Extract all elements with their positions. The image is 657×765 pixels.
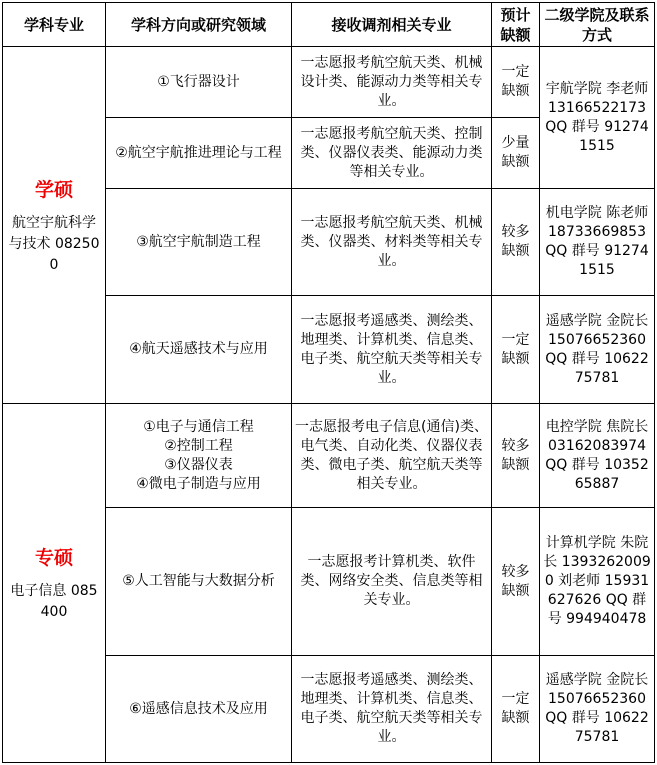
quota-cell: 一定缺额 bbox=[492, 47, 540, 118]
contact-cell: 遥感学院 金院长 15076652360 QQ 群号 1062275781 bbox=[540, 296, 655, 404]
contact-cell: 宇航学院 李老师 13166522173 QQ 群号 912741515 bbox=[540, 47, 655, 189]
contact-cell: 电控学院 焦院长 03162083974 QQ 群号 1035265887 bbox=[540, 404, 655, 508]
direction-cell bbox=[106, 508, 292, 656]
header-contact: 二级学院及联系方式 bbox=[540, 3, 655, 47]
direction-cell bbox=[106, 47, 292, 118]
related-cell: 一志愿报考计算机类、软件类、网络安全类、信息类等相关专业。 bbox=[292, 508, 492, 656]
quota-cell: 较多缺额 bbox=[492, 404, 540, 508]
direction-item: ⑤人工智能与大数据分析 bbox=[122, 573, 275, 589]
direction-item: ③航空宇航制造工程 bbox=[136, 233, 261, 250]
degree-label: 学硕 bbox=[34, 178, 73, 201]
direction-cell bbox=[106, 296, 292, 404]
direction-item: ②控制工程 bbox=[164, 437, 233, 454]
header-row bbox=[3, 3, 655, 47]
header-direction: 学科方向或研究领域 bbox=[106, 3, 292, 47]
major-cell bbox=[3, 47, 106, 404]
degree-label: 专硕 bbox=[34, 547, 73, 569]
quota-cell: 较多缺额 bbox=[492, 508, 540, 656]
direction-cell bbox=[106, 118, 292, 189]
major-name: 电子信息 085400 bbox=[10, 583, 98, 620]
related-cell: 一志愿报考遥感类、测绘类、地理类、计算机类、信息类、电子类、航空航天类等相关专业。 bbox=[292, 656, 492, 763]
related-cell: 一志愿报考航空航天类、机械设计类、能源动力类等相关专业。 bbox=[292, 47, 492, 118]
header-quota: 预计缺额 bbox=[492, 3, 540, 47]
direction-cell bbox=[106, 404, 292, 508]
contact-cell: 计算机学院 朱院长 13932620090 刘老师 15931627626 QQ 群号 994940478 bbox=[540, 508, 655, 656]
major-name: 航空宇航科学与技术 082500 bbox=[8, 214, 100, 273]
direction-item: ④微电子制造与应用 bbox=[136, 475, 261, 492]
table-row bbox=[3, 47, 655, 118]
related-cell: 一志愿报考航空航天类、控制类、仪器仪表类、能源动力类等相关专业。 bbox=[292, 118, 492, 189]
direction-item: ③仪器仪表 bbox=[164, 456, 233, 473]
direction-item: ⑥遥感信息技术及应用 bbox=[129, 700, 268, 717]
major-cell bbox=[3, 404, 106, 763]
related-cell: 一志愿报考航空航天类、机械类、仪器类、材料类等相关专业。 bbox=[292, 189, 492, 296]
direction-cell bbox=[106, 189, 292, 296]
adjustment-table bbox=[2, 2, 655, 763]
header-related: 接收调剂相关专业 bbox=[292, 3, 492, 47]
direction-item: ①飞行器设计 bbox=[157, 73, 240, 90]
quota-cell: 较多缺额 bbox=[492, 189, 540, 296]
direction-item: ④航天遥感技术与应用 bbox=[129, 341, 268, 357]
quota-cell: 一定缺额 bbox=[492, 296, 540, 404]
table-row bbox=[3, 404, 655, 508]
direction-cell bbox=[106, 656, 292, 763]
contact-cell: 遥感学院 金院长 15076652360 QQ 群号 1062275781 bbox=[540, 656, 655, 763]
related-cell: 一志愿报考电子信息(通信)类、电气类、自动化类、仪器仪表类、微电子类、航空航天类等相关专业。 bbox=[292, 404, 492, 508]
quota-cell: 一定缺额 bbox=[492, 656, 540, 763]
header-major: 学科专业 bbox=[3, 3, 106, 47]
direction-item: ①电子与通信工程 bbox=[143, 418, 254, 435]
related-cell: 一志愿报考遥感类、测绘类、地理类、计算机类、信息类、电子类、航空航天类等相关专业。 bbox=[292, 296, 492, 404]
direction-item: ②航空宇航推进理论与工程 bbox=[115, 144, 282, 161]
contact-cell: 机电学院 陈老师 18733669853 QQ 群号 912741515 bbox=[540, 189, 655, 296]
quota-cell: 少量缺额 bbox=[492, 118, 540, 189]
